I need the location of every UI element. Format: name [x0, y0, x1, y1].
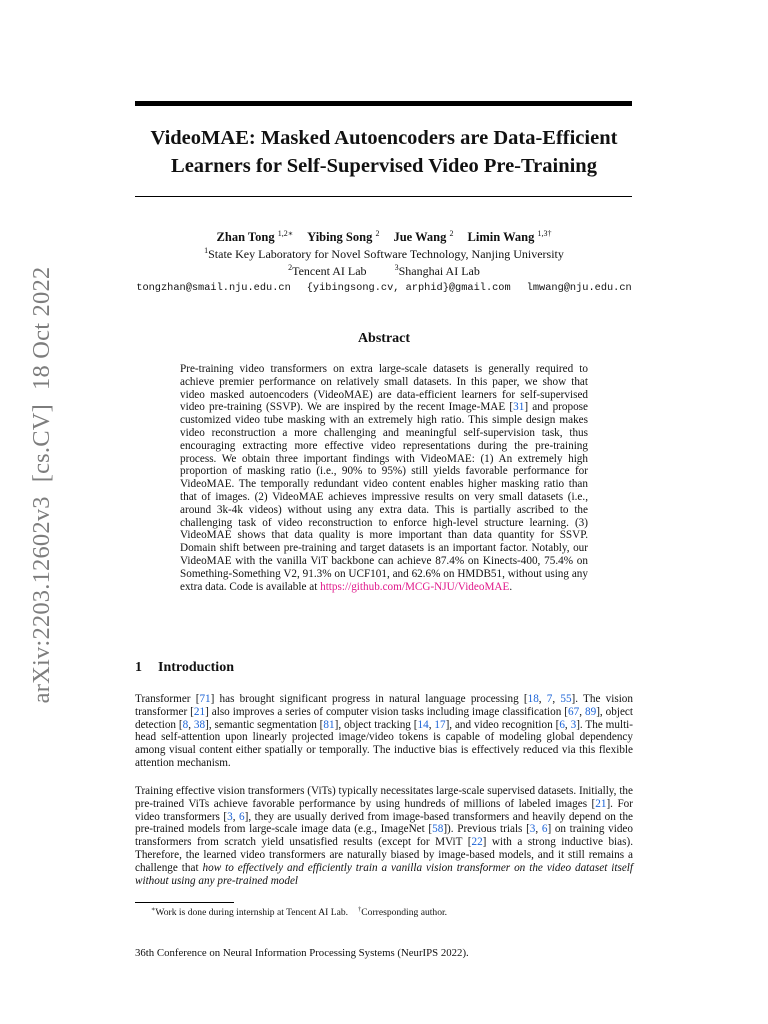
citation-link[interactable]: 67: [568, 705, 580, 718]
affiliation-shanghai: Shanghai AI Lab: [398, 264, 480, 278]
text-segment: ,: [538, 693, 547, 705]
affiliation-tencent: Tencent AI Lab: [292, 264, 367, 278]
paper-title: [120, 124, 648, 180]
intro-paragraph-2: [135, 785, 633, 887]
section-number: 1: [135, 660, 142, 675]
citation-link[interactable]: 7: [546, 693, 553, 705]
text-segment: ] with a strong inductive bias). Therefore, the learned video transformers are naturally biased by image-based models, and it still remains a challenge that: [135, 836, 633, 874]
footnote-internship: Work is done during internship at Tencent AI Lab.: [155, 907, 349, 918]
text-segment: ,: [564, 718, 571, 731]
citation-link[interactable]: 6: [239, 810, 245, 823]
text-segment: ,: [428, 718, 435, 731]
citation-link[interactable]: 6: [541, 823, 548, 836]
author-name: Zhan Tong: [216, 230, 275, 244]
arxiv-id: arXiv:2203.12602v3: [28, 496, 55, 704]
text-segment: ,: [579, 705, 585, 718]
author-name: Yibing Song: [307, 230, 373, 244]
citation-link[interactable]: 3: [227, 810, 233, 823]
text-segment: Transformer [: [135, 693, 200, 705]
section-title: Introduction: [158, 660, 234, 675]
author-name: Jue Wang: [393, 230, 447, 244]
citation-link[interactable]: 21: [595, 797, 607, 810]
title-line-1: VideoMAE: Masked Autoencoders are Data-Efficient: [150, 127, 618, 149]
citation-link[interactable]: 14: [417, 718, 429, 731]
abstract-segment: Pre-training video transformers on extra large-scale datasets is generally required to achieve premier performance on relatively small datasets. In this paper, we show that video masked autoencoders (VideoMAE) are data-efficient learners for self-supervised video pre-training (SSVP). We are inspired by the recent Image-MAE [: [180, 363, 588, 414]
section-heading-introduction: [135, 660, 234, 676]
text-segment: ] has brought significant progress in natural language processing [: [210, 693, 528, 705]
text-segment: ,: [232, 810, 240, 823]
citation-link[interactable]: 81: [323, 718, 335, 731]
citation-link[interactable]: 31: [513, 401, 525, 414]
footnote-rule: [135, 902, 234, 903]
intro-paragraph-1: [135, 693, 633, 770]
top-rule: [135, 101, 632, 106]
affil-mark: 3: [394, 263, 399, 272]
arxiv-date: 18 Oct 2022: [28, 266, 55, 390]
citation-link[interactable]: 8: [182, 718, 189, 731]
affiliation-line-1: [120, 246, 648, 263]
text-segment: ]. The multi-head self-attention upon linearly projected image/video tokens is capable of modeling global dependency among visual content either spatially or temporally. The inductive bias is effectively reduced via this flexible attention mechanism.: [135, 718, 634, 769]
footnote-corresponding: Corresponding author.: [361, 907, 448, 918]
text-segment: ]. The vision transformer [: [135, 693, 633, 718]
text-segment: ], and video recognition [: [445, 718, 560, 731]
author-affil-mark: 2: [375, 229, 380, 238]
author-affil-mark: 1,3†: [537, 229, 552, 238]
emphasized-text: how to effectively and efficiently train a vanilla vision transformer on the video dataset itself without using any pre-trained model: [135, 861, 633, 887]
text-segment: ], object tracking [: [334, 718, 418, 731]
citation-link[interactable]: 17: [434, 718, 446, 731]
text-segment: ]). Previous trials [: [443, 823, 530, 836]
affil-mark: 1: [204, 246, 209, 255]
text-segment: ] also improves a series of computer vision tasks including image classification [: [205, 705, 569, 718]
text-segment: ], object detection [: [135, 705, 634, 731]
email-2: {yibingsong.cv, arphid}@gmail.com: [306, 282, 511, 294]
title-line-2: Learners for Self-Supervised Video Pre-Training: [171, 155, 597, 177]
email-3: lmwang@nju.edu.cn: [526, 282, 632, 294]
title-rule: [135, 196, 632, 197]
author-affil-mark: 2: [449, 229, 454, 238]
affil-mark: 2: [288, 263, 293, 272]
author-block: [120, 229, 648, 280]
citation-link[interactable]: 55: [560, 693, 572, 705]
citation-link[interactable]: 18: [527, 693, 539, 705]
citation-link[interactable]: 3: [570, 718, 577, 731]
citation-link[interactable]: 71: [199, 693, 211, 705]
email-1: tongzhan@smail.nju.edu.cn: [136, 282, 291, 294]
author-affil-mark: 1,2∗: [277, 229, 294, 238]
conference-note: 36th Conference on Neural Information Processing Systems (NeurIPS 2022).: [135, 947, 469, 959]
citation-link[interactable]: 21: [193, 705, 206, 718]
footnotes: [151, 907, 447, 918]
text-segment: ,: [188, 718, 194, 731]
text-segment: ,: [552, 693, 561, 705]
author-name: Limin Wang: [467, 230, 535, 244]
text-segment: ]. For video transformers [: [135, 797, 633, 823]
citation-link[interactable]: 6: [559, 718, 565, 731]
citation-link[interactable]: 58: [432, 823, 444, 836]
author-list: [120, 229, 648, 246]
text-segment: ], semantic segmentation [: [205, 718, 324, 731]
affiliation-nju: State Key Laboratory for Novel Software Technology, Nanjing University: [208, 247, 564, 261]
citation-link[interactable]: 22: [471, 836, 483, 849]
affiliation-line-2: [120, 263, 648, 280]
abstract-text: [180, 363, 588, 593]
abstract-segment: .: [509, 580, 513, 593]
footnote-mark: †: [358, 906, 362, 913]
text-segment: Training effective vision transformers (ViTs) typically necessitates large-scale supervised datasets. Initially, the pre-trained ViTs achieve favorable performance by using hundreds of millions of labeled images [: [135, 785, 633, 810]
text-segment: ] on training video transformers from scratch yield unsatisfied results (except for MViT [: [135, 823, 633, 849]
abstract-heading: Abstract: [357, 331, 411, 346]
citation-link[interactable]: 3: [529, 823, 536, 836]
code-url-link[interactable]: https://github.com/MCG-NJU/VideoMAE: [320, 580, 510, 593]
text-segment: ,: [535, 823, 542, 836]
citation-link[interactable]: 38: [193, 718, 206, 731]
text-segment: ], they are usually derived from image-based transformers and heavily depend on the pre-trained models from large-scale image data (e.g., ImageNet [: [135, 810, 634, 836]
citation-link[interactable]: 89: [585, 705, 597, 718]
footnote-mark: ∗: [151, 906, 156, 913]
arxiv-identifier: [28, 267, 56, 704]
arxiv-category: [cs.CV]: [28, 403, 55, 483]
abstract-segment: ] and propose customized video tube masking with an extremely high ratio. This simple design makes video reconstruction a more challenging and meaningful self-supervision task, thus encouraging extracting more effective video representations during the pre-training process. We obtain three important findings with VideoMAE: (1) An extremely high proportion of masking ratio (i.e., 90% to 95%) still yields favorable performance for VideoMAE. The temporally redundant video content enables higher masking ratio than that of images. (2) VideoMAE achieves impressive results on very small datasets (i.e., around 3k-4k videos) without using any extra data. This is partially ascribed to the challenging task of video reconstruction to enforce high-level structure learning. (3) VideoMAE shows that data quality is more important than data quantity for SSVP. Domain shift between pre-training and target datasets is an important factor. Notably, our VideoMAE with the vanilla ViT backbone can achieve 87.4% on Kinects-400, 75.4% on Something-Something V2, 91.3% on UCF101, and 62.6% on HMDB51, without using any extra data. Code is available at: [180, 401, 588, 593]
email-line: [120, 282, 648, 294]
